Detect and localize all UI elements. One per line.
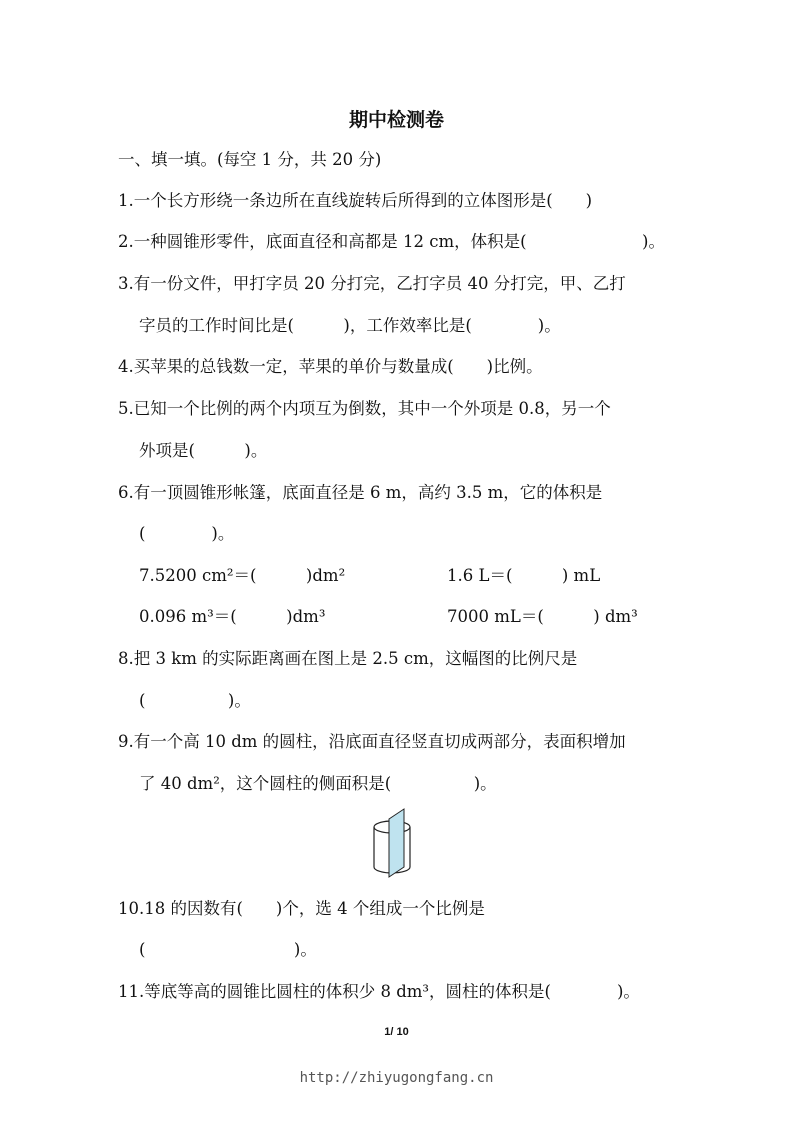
question-6-line-2: ( )。 — [139, 524, 235, 543]
question-2: 2.一种圆锥形零件，底面直径和高都是 12 cm，体积是( )。 — [118, 232, 665, 251]
question-7-b: 1.6 L＝( ) mL — [447, 566, 601, 585]
question-3-line-1: 3.有一份文件，甲打字员 20 分打完，乙打字员 40 分打完，甲、乙打 — [118, 274, 626, 293]
question-7-c: 0.096 m³＝( )dm³ — [139, 607, 326, 626]
cylinder-cut-figure — [364, 805, 424, 885]
footer-url[interactable]: http://zhiyugongfang.cn — [299, 1070, 494, 1086]
question-10-line-1: 10.18 的因数有( )个，选 4 个组成一个比例是 — [118, 899, 485, 918]
question-11: 11.等底等高的圆锥比圆柱的体积少 8 dm³，圆柱的体积是( )。 — [118, 982, 640, 1001]
question-9-line-2: 了 40 dm²，这个圆柱的侧面积是( )。 — [139, 774, 497, 793]
question-7-a: 7.5200 cm²＝( )dm² — [139, 566, 346, 585]
question-3-line-2: 字员的工作时间比是( )，工作效率比是( )。 — [139, 316, 561, 335]
question-1: 1.一个长方形绕一条边所在直线旋转后所得到的立体图形是( ) — [118, 191, 593, 210]
page-title: 期中检测卷 — [348, 109, 444, 131]
question-9-line-1: 9.有一个高 10 dm 的圆柱，沿底面直径竖直切成两部分，表面积增加 — [118, 732, 626, 751]
question-5-line-1: 5.已知一个比例的两个内项互为倒数，其中一个外项是 0.8，另一个 — [118, 399, 611, 418]
question-8-line-2: ( )。 — [139, 691, 251, 710]
question-8-line-1: 8.把 3 km 的实际距离画在图上是 2.5 cm，这幅图的比例尺是 — [118, 649, 578, 668]
question-5-line-2: 外项是( )。 — [139, 441, 268, 460]
question-6-line-1: 6.有一顶圆锥形帐篷，底面直径是 6 m，高约 3.5 m，它的体积是 — [118, 483, 603, 502]
question-7-d: 7000 mL＝( ) dm³ — [447, 607, 638, 626]
page-number: 1/ 10 — [384, 1026, 409, 1038]
question-4: 4.买苹果的总钱数一定，苹果的单价与数量成( )比例。 — [118, 357, 543, 376]
question-10-line-2: ( )。 — [139, 940, 317, 959]
section-heading: 一、填一填。(每空 1 分，共 20 分) — [118, 150, 382, 169]
